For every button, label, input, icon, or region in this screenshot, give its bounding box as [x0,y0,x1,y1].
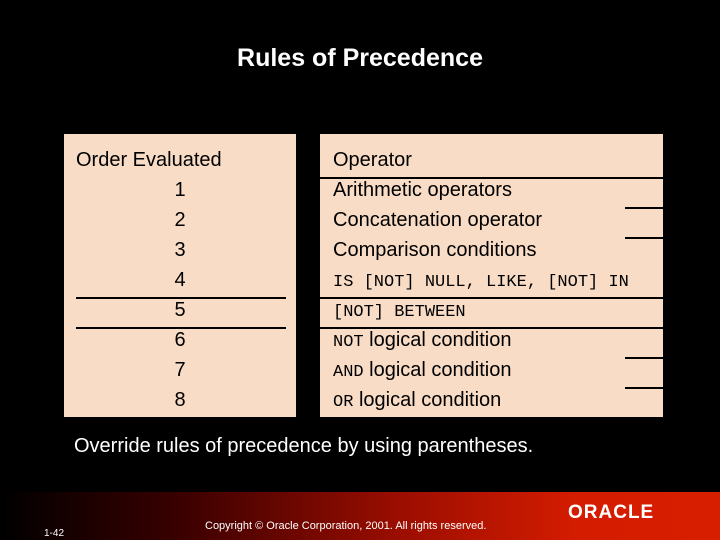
operator-cell [333,175,512,205]
slide-title: Rules of Precedence [237,44,483,72]
order-cell: 5 [174,299,186,321]
order-cell: 1 [174,179,186,201]
operator-cell [333,205,542,235]
operator-code: AND [333,363,364,382]
row-divider [320,297,663,299]
precedence-note: Override rules of precedence by using parentheses. [74,435,534,457]
order-cell: 3 [174,239,186,261]
operator-text: logical condition [363,329,512,351]
row-divider [625,387,663,389]
operator-cell [333,355,511,385]
order-header: Order Evaluated [76,149,222,171]
order-column [64,134,296,417]
operator-code: [NOT] BETWEEN [333,303,466,322]
operator-cell [333,235,536,265]
row-divider [76,327,286,329]
operator-cell [333,265,629,295]
row-divider [76,297,286,299]
operator-text: logical condition [353,389,502,411]
row-divider [625,357,663,359]
row-divider [625,237,663,239]
operator-cell [333,385,501,415]
order-cell: 4 [174,269,186,291]
row-divider [320,327,663,329]
operator-text: Arithmetic operators [333,179,512,201]
operator-code: NOT [333,333,364,352]
order-cell: 6 [174,329,186,351]
operator-text: logical condition [363,359,512,381]
operator-code: OR [333,393,354,412]
operator-column [320,134,663,417]
order-cell: 8 [174,389,186,411]
operator-cell [333,325,511,355]
operator-header: Operator [333,149,412,171]
row-divider [625,207,663,209]
row-divider [320,177,663,179]
slide-number: 1-42 [44,528,65,539]
operator-code: IS [NOT] NULL, LIKE, [NOT] IN [333,273,629,292]
operator-text: Concatenation operator [333,209,543,231]
operator-cell [333,295,466,325]
oracle-logo: ORACLE [568,502,655,523]
copyright-text: Copyright © Oracle Corporation, 2001. All rights reserved. [205,520,487,532]
order-cell: 7 [174,359,186,381]
operator-text: Comparison conditions [333,239,537,261]
order-cell: 2 [174,209,186,231]
